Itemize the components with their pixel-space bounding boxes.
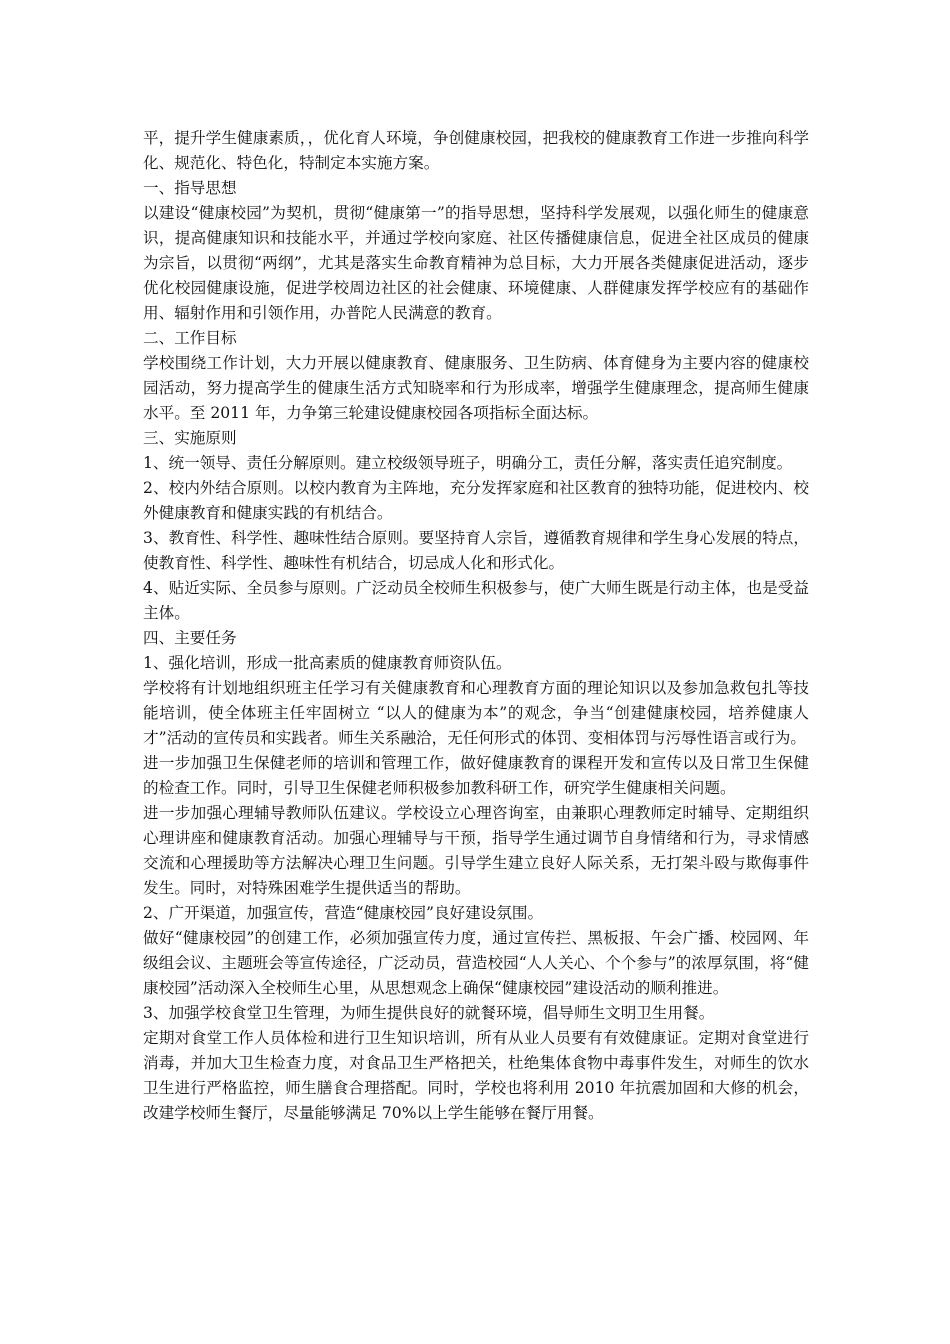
- paragraph-task-2-publicity: 做好“健康校园”的创建工作，必须加强宣传力度，通过宣传拦、黑板报、午会广播、校园网、年级组会议、主题班会等宣传途径，广泛动员，营造校园“人人关心、个个参与”的浓厚氛围，将“健康校园”活动深入全校师生心里，从思想观念上确保“健康校园”建设活动的顺利推进。: [143, 929, 809, 997]
- paragraph-intro: 平，提升学生健康素质，，优化育人环境，争创健康校园，把我校的健康教育工作进一步推向科学化、规范化、特色化，特制定本实施方案。: [143, 129, 809, 172]
- section-heading-main-tasks: 四、主要任务: [143, 629, 237, 647]
- paragraph-task-1-heading: 1、强化培训，形成一批高素质的健康教育师资队伍。: [143, 654, 512, 672]
- paragraph-principle-4: 4、贴近实际、全员参与原则。广泛动员全校师生积极参与，使广大师生既是行动主体，也是受益主体。: [143, 579, 809, 622]
- section-heading-work-goals: 二、工作目标: [143, 329, 237, 347]
- paragraph-work-goals: 学校围绕工作计划，大力开展以健康教育、健康服务、卫生防病、体育健身为主要内容的健康校园活动，努力提高学生的健康生活方式知晓率和行为形成率，增强学生健康理念，提高师生健康水平。至 2011 年，力争第三轮建设健康校园各项指标全面达标。: [143, 354, 809, 422]
- paragraph-task-2-heading: 2、广开渠道，加强宣传，营造“健康校园”良好建设氛围。: [143, 904, 544, 922]
- paragraph-guiding-ideology: 以建设“健康校园”为契机，贯彻“健康第一”的指导思想，坚持科学发展观，以强化师生的健康意识，提高健康知识和技能水平，并通过学校向家庭、社区传播健康信息，促进全社区成员的健康为宗旨，以贯彻“两纲”，尤其是落实生命教育精神为总目标，大力开展各类健康促进活动，逐步优化校园健康设施，促进学校周边社区的社会健康、环境健康、人群健康发挥学校应有的基础作用、辐射作用和引领作用，办普陀人民满意的教育。: [143, 204, 809, 322]
- section-heading-principles: 三、实施原则: [143, 429, 237, 447]
- paragraph-task-1-health-teachers: 进一步加强卫生保健老师的培训和管理工作，做好健康教育的课程开发和宣传以及日常卫生保健的检查工作。同时，引导卫生保健老师积极参加教科研工作，研究学生健康相关问题。: [143, 754, 809, 797]
- paragraph-principle-3: 3、教育性、科学性、趣味性结合原则。要坚持育人宗旨，遵循教育规律和学生身心发展的特点，使教育性、科学性、趣味性有机结合，切忌成人化和形式化。: [143, 529, 809, 572]
- section-heading-guiding-ideology: 一、指导思想: [143, 179, 237, 197]
- paragraph-principle-2: 2、校内外结合原则。以校内教育为主阵地，充分发挥家庭和社区教育的独特功能，促进校内、校外健康教育和健康实践的有机结合。: [143, 479, 809, 522]
- paragraph-task-1-training: 学校将有计划地组织班主任学习有关健康教育和心理教育方面的理论知识以及参加急救包扎等技能培训，使全体班主任牢固树立 “以人的健康为本”的观念，争当“创建健康校园，培养健康人才”活动的宣传员和实践者。师生关系融洽，无任何形式的体罚、变相体罚与污辱性语言或行为。: [143, 679, 809, 747]
- paragraph-task-1-counseling: 进一步加强心理辅导教师队伍建议。学校设立心理咨询室，由兼职心理教师定时辅导、定期组织心理讲座和健康教育活动。加强心理辅导与干预，指导学生通过调节自身情绪和行为，寻求情感交流和心理援助等方法解决心理卫生问题。引导学生建立良好人际关系，无打架斗殴与欺侮事件发生。同时，对特殊困难学生提供适当的帮助。: [143, 804, 809, 897]
- paragraph-task-3-canteen: 定期对食堂工作人员体检和进行卫生知识培训，所有从业人员要有有效健康证。定期对食堂进行消毒，并加大卫生检查力度，对食品卫生严格把关，杜绝集体食物中毒事件发生，对师生的饮水卫生进行严格监控，师生膳食合理搭配。同时，学校也将利用 2010 年抗震加固和大修的机会，改建学校师生餐厅，尽量能够满足 70%以上学生能够在餐厅用餐。: [143, 1029, 809, 1122]
- document-body: [143, 126, 809, 1126]
- paragraph-principle-1: 1、统一领导、责任分解原则。建立校级领导班子，明确分工，责任分解，落实责任追究制度。: [143, 454, 793, 472]
- paragraph-task-3-heading: 3、加强学校食堂卫生管理，为师生提供良好的就餐环境，倡导师生文明卫生用餐。: [143, 1004, 715, 1022]
